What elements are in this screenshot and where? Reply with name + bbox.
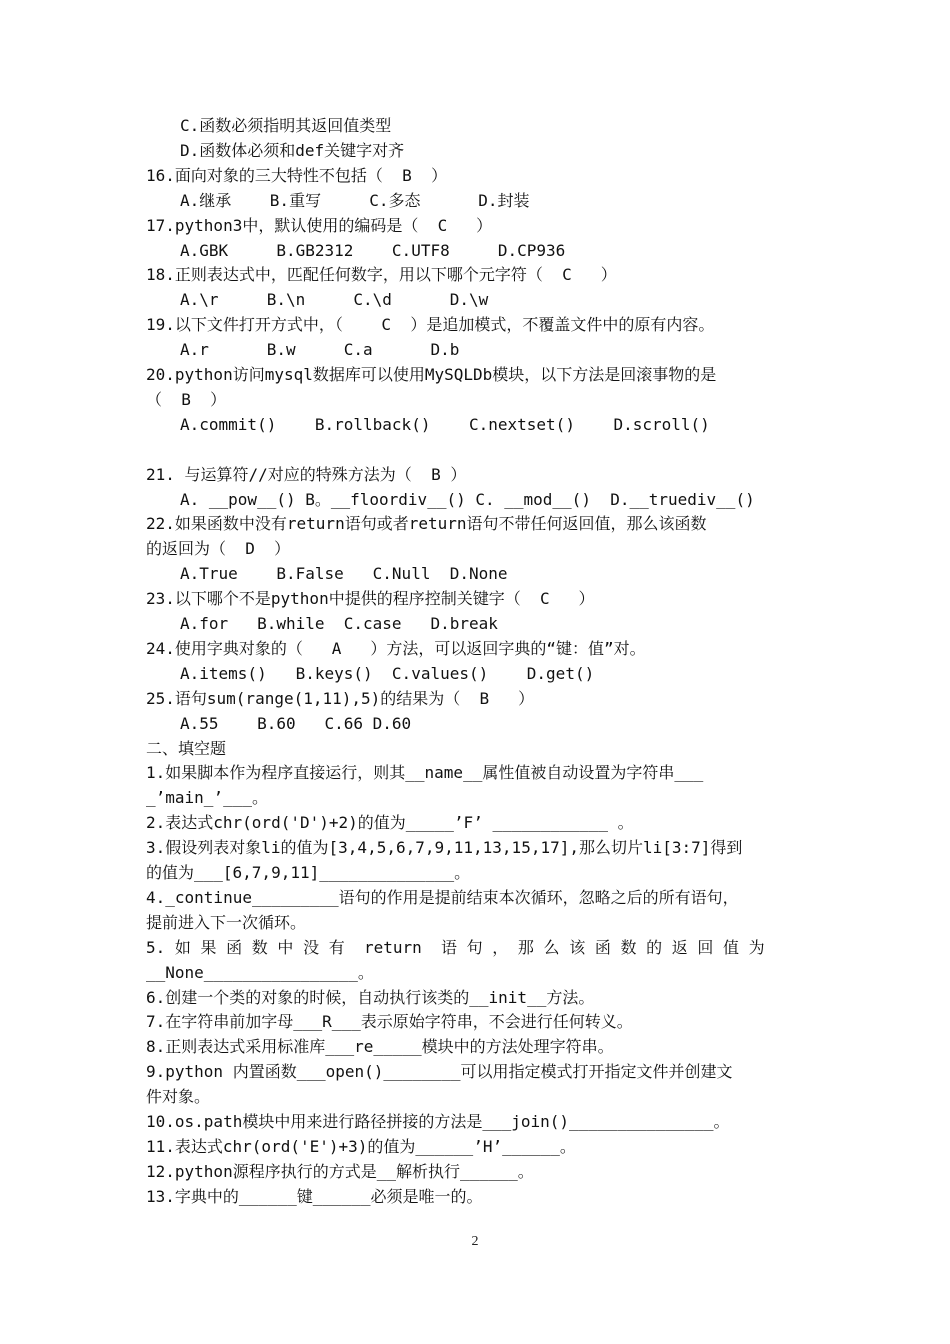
text-line: A.commit() B.rollback() C.nextset() D.scroll() — [180, 414, 710, 434]
text-line: 7.在字符串前加字母___R___表示原始字符串，不会进行任何转义。 — [146, 1012, 633, 1032]
page-number: 2 — [471, 1234, 479, 1249]
text-line: 11.表达式chr(ord('E')+3)的值为______’H’______。 — [146, 1136, 576, 1156]
text-line: A.items() B.keys() C.values() D.get() — [180, 663, 595, 683]
text-line: 提前进入下一次循环。 — [146, 912, 307, 932]
text-line: A. __pow__() B。__floordiv__() C. __mod__() D.__truediv__() — [180, 489, 755, 509]
text-line: D.函数体必须和def关键字对齐 — [180, 140, 405, 160]
text-line: 1.如果脚本作为程序直接运行，则其__name__属性值被自动设置为字符串___ — [146, 763, 704, 783]
text-line: A.for B.while C.case D.break — [180, 614, 498, 633]
text-line: 18.正则表达式中，匹配任何数字，用以下哪个元字符（ C ） — [146, 265, 617, 285]
text-line: C.函数必须指明其返回值类型 — [180, 116, 392, 135]
text-line: 2.表达式chr(ord('D')+2)的值为_____’F’ ____________ 。 — [146, 813, 634, 833]
text-line: 22.如果函数中没有return语句或者return语句不带任何返回值，那么该函数 — [146, 514, 707, 534]
text-line: 3.假设列表对象li的值为[3,4,5,6,7,9,11,13,15,17],那么切片li[3:7]得到 — [146, 838, 743, 858]
text-line: 23.以下哪个不是python中提供的程序控制关键字（ C ） — [146, 589, 595, 609]
text-line: 4._continue_________语句的作用是提前结束本次循环，忽略之后的所有语句， — [146, 887, 739, 907]
text-line: 的值为___[6,7,9,11]______________。 — [146, 863, 471, 882]
text-line: 25.语句sum(range(1,11),5)的结果为（ B ） — [146, 688, 535, 708]
text-line: 17.python3中，默认使用的编码是（ C ） — [146, 215, 493, 235]
text-line: 16.面向对象的三大特性不包括（ B ） — [146, 165, 448, 185]
text-line: 二、填空题 — [146, 738, 227, 758]
text-line: __None________________。 — [146, 962, 374, 982]
text-line: 6.创建一个类的对象的时候，自动执行该类的__init__方法。 — [146, 987, 595, 1007]
text-line: A.继承 B.重写 C.多态 D.封装 — [180, 190, 530, 210]
text-line: 5. 如 果 函 数 中 没 有 return 语 句 ， 那 么 该 函 数 的 返 回 值 为 — [146, 937, 765, 957]
text-line: _’main_’___。 — [146, 788, 268, 808]
text-line: 9.python 内置函数___open()________可以用指定模式打开指定文件并创建文 — [146, 1062, 733, 1082]
text-line: A.55 B.60 C.66 D.60 — [180, 713, 412, 733]
text-line: 24.使用字典对象的（ A ）方法，可以返回字典的“键：值”对。 — [146, 638, 646, 658]
text-line: 21. 与运算符//对应的特殊方法为（ B ） — [146, 464, 467, 484]
text-line: A.True B.False C.Null D.None — [180, 564, 508, 584]
text-line: 的返回为（ D ） — [146, 539, 291, 559]
text-line: 20.python访问mysql数据库可以使用MySQLDb模块，以下方法是回滚事物的是 — [146, 365, 717, 384]
text-line: 8.正则表达式采用标准库___re_____模块中的方法处理字符串。 — [146, 1037, 614, 1057]
text-line: 10.os.path模块中用来进行路径拼接的方法是___join()_______________。 — [146, 1112, 730, 1131]
text-line: A.r B.w C.a D.b — [180, 340, 460, 360]
text-line: 12.python源程序执行的方式是__解析执行______。 — [146, 1161, 534, 1181]
text-line: A.GBK B.GB2312 C.UTF8 D.CP936 — [180, 240, 566, 260]
text-line: 13.字典中的______键______必须是唯一的。 — [146, 1186, 483, 1206]
text-line: （ B ） — [146, 389, 227, 409]
text-line: 19.以下文件打开方式中，（ C ）是追加模式，不覆盖文件中的原有内容。 — [146, 315, 715, 335]
text-line: A.\r B.\n C.\d D.\w — [180, 290, 489, 310]
text-line: 件对象。 — [146, 1087, 211, 1107]
